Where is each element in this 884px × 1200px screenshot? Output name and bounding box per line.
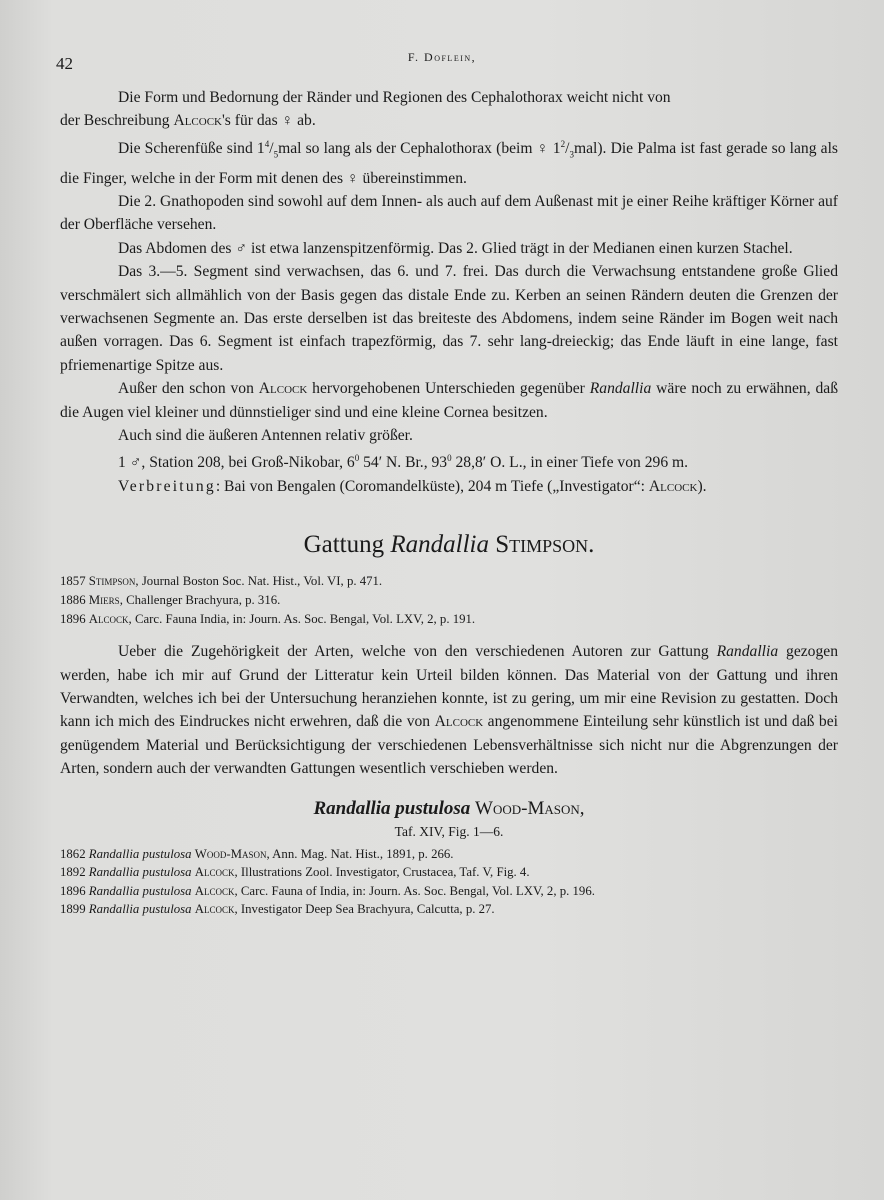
paragraph: Verbreitung: Bai von Bengalen (Coromandelküste), 204 m Tiefe („Investigator“: Alcock). (118, 477, 707, 495)
reference-item: 1896 Randallia pustulosa Alcock, Carc. Fauna of India, in: Journ. As. Soc. Bengal, Vol. LXV, 2, p. 196. (60, 883, 595, 898)
genus-heading: Gattung Randallia Stimpson. (303, 531, 595, 559)
reference-item: 1899 Randallia pustulosa Alcock, Investigator Deep Sea Brachyura, Calcutta, p. 27. (60, 902, 495, 917)
paragraph: 1 ♂, Station 208, bei Groß-Nikobar, $6^0$ 54′ N. Br., $93^0$ 28,8′ O. L., in einer Tiefe von 296 m. (118, 453, 689, 472)
page-number: 42 (56, 54, 73, 73)
paragraph: Die 2. Gnathopoden sind sowohl auf dem Innen- als auch auf dem Außenast mit je einer Reihe kräftiger Körner auf der Oberfläche versehen. (60, 192, 838, 234)
species-heading: Randallia pustulosa Wood-Mason, (313, 797, 585, 819)
paragraph: Auch sind die äußeren Antennen relativ größer. (118, 426, 413, 444)
species-references (60, 845, 838, 919)
reference-item: 1896 Alcock, Carc. Fauna India, in: Journ. As. Soc. Bengal, Vol. LXV, 2, p. 191. (60, 611, 476, 626)
reference-item: 1857 Stimpson, Journal Boston Soc. Nat. Hist., Vol. VI, p. 471. (60, 574, 383, 589)
paragraph: Außer den schon von Alcock hervorgehobenen Unterschieden gegenüber Randallia wäre noch zu erwähnen, daß die Augen viel kleiner und dünnstieliger sind und eine kleine Cornea besitzen. (60, 380, 838, 421)
paragraph: Die Form und Bedornung der Ränder und Regionen des Cephalothorax weicht nicht von der Beschreibung Alcock's für das ♀ ab. (60, 89, 671, 130)
body-text (60, 86, 838, 931)
species-plate-reference: Taf. XIV, Fig. 1—6. (394, 823, 504, 839)
paragraph: Ueber die Zugehörigkeit der Arten, welche von den verschiedenen Autoren zur Gattung Randallia gezogen werden, habe ich mir auf Grund der Litteratur kein Urteil bilden können. Das Material von der Gattung und ihren Verwandten, welches ich bei der Untersuchung heranziehen konnte, ist zu gering, um mir eine Revision zu gestatten. Doch kann ich mich des Eindruckes nicht erwehren, daß die von Alcock angenommene Einteilung sehr künstlich ist und daß bei genügendem Material und Berücksichtigung der verschiedenen Lebensverhältnisse sich nicht nur die Abgrenzungen der Arten, sondern auch der verwandten Gattungen wesentlich verschieben werden. (60, 643, 838, 778)
reference-item: 1862 Randallia pustulosa Wood-Mason, Ann. Mag. Nat. Hist., 1891, p. 266. (60, 846, 454, 861)
paragraph: Die Scherenfüße sind $1^4/_5mal$ so lang als der Cephalothorax (beim ♀ $1^2/_3mal$). Die Palma ist fast gerade so lang als die Finger, welche in der Form mit denen des ♀ übereinstimmen. (60, 138, 838, 187)
paragraph: Das Abdomen des ♂ ist etwa lanzenspitzenförmig. Das 2. Glied trägt in der Medianen einen kurzen Stachel. (118, 239, 793, 257)
page-header (0, 50, 884, 74)
genus-references (60, 572, 838, 628)
reference-item: 1886 Miers, Challenger Brachyura, p. 316. (60, 592, 281, 607)
running-title: F. Doflein, (407, 50, 477, 64)
reference-item: 1892 Randallia pustulosa Alcock, Illustrations Zool. Investigator, Crustacea, Taf. V, Fig. 4. (60, 865, 530, 880)
paragraph: Das 3.—5. Segment sind verwachsen, das 6. und 7. frei. Das durch die Verwachsung entstandene große Glied verschmälert sich allmählich von der Basis gegen das distale Ende zu. Kerben an seinen Rändern deuten die Grenzen der verwachsenen Segmente an. Das erste derselben ist das breiteste des Abdomens, indem seine Ränder im Bogen weit nach außen vorragen. Das 6. Segment ist einfach trapezförmig, das 7. sehr lang-dreieckig; das Ende läuft in eine lange, fast pfriemenartige Spitze aus. (60, 263, 838, 374)
